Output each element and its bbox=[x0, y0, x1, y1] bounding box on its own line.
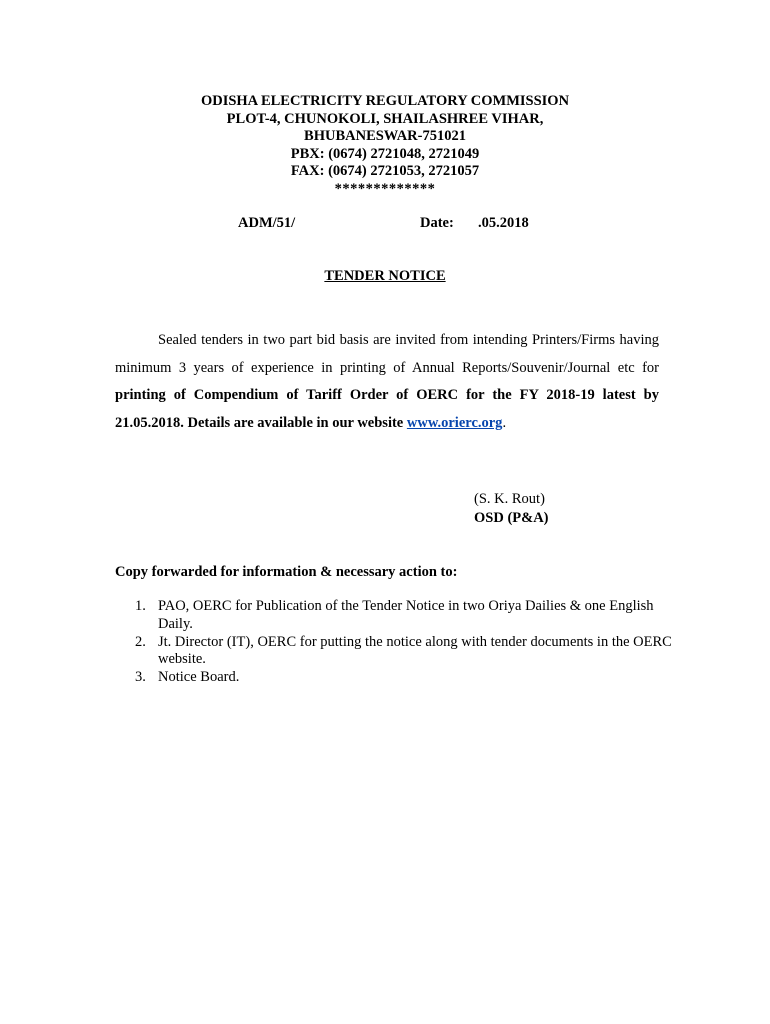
org-name: ODISHA ELECTRICITY REGULATORY COMMISSION bbox=[200, 93, 570, 109]
list-item bbox=[115, 598, 675, 634]
signature-block bbox=[474, 490, 549, 527]
copy-forwarded-heading: Copy forwarded for information & necessary action to: bbox=[115, 564, 458, 580]
date-value: .05.2018 bbox=[478, 215, 529, 231]
list-item-text: PAO, OERC for Publication of the Tender Notice in two Oriya Dailies & one English Daily. bbox=[158, 598, 654, 632]
reference-number: ADM/51/ bbox=[238, 215, 296, 231]
website-link[interactable]: www.orierc.org bbox=[406, 414, 503, 431]
address-line-1: PLOT-4, CHUNOKOLI, SHAILASHREE VIHAR, bbox=[226, 110, 544, 127]
date-label: Date: bbox=[420, 215, 454, 231]
list-item-number: 1. bbox=[135, 598, 146, 614]
list-item-number: 2. bbox=[135, 633, 146, 650]
address-line-2: BHUBANESWAR-751021 bbox=[304, 128, 466, 145]
copy-list bbox=[115, 598, 675, 687]
letterhead bbox=[0, 93, 770, 199]
list-item bbox=[115, 634, 675, 670]
notice-body bbox=[115, 327, 659, 437]
signatory-designation: OSD (P&A) bbox=[474, 509, 549, 526]
signatory-name: (S. K. Rout) bbox=[474, 491, 545, 507]
notice-title: TENDER NOTICE bbox=[324, 268, 446, 284]
body-intro: Sealed tenders in two part bid basis are invited from intending Printers/Firms having minimum 3 years of experience in printing of Annual Reports/Souvenir/Journal etc for bbox=[115, 332, 659, 376]
list-item-text: Notice Board. bbox=[158, 669, 240, 686]
body-ending: . bbox=[502, 414, 507, 431]
list-item-text: Jt. Director (IT), OERC for putting the notice along with tender documents in the OERC website. bbox=[158, 633, 672, 668]
list-item bbox=[115, 669, 675, 687]
list-item-number: 3. bbox=[135, 669, 146, 686]
pbx-number: PBX: (0674) 2721048, 2721049 bbox=[290, 145, 480, 162]
body-bold-text: printing of Compendium of Tariff Order of OERC for the FY 2018-19 latest by 21.05.2018. Details are available in our website bbox=[115, 387, 659, 431]
separator-stars: ************* bbox=[334, 180, 436, 197]
fax-number: FAX: (0674) 2721053, 2721057 bbox=[290, 163, 480, 180]
